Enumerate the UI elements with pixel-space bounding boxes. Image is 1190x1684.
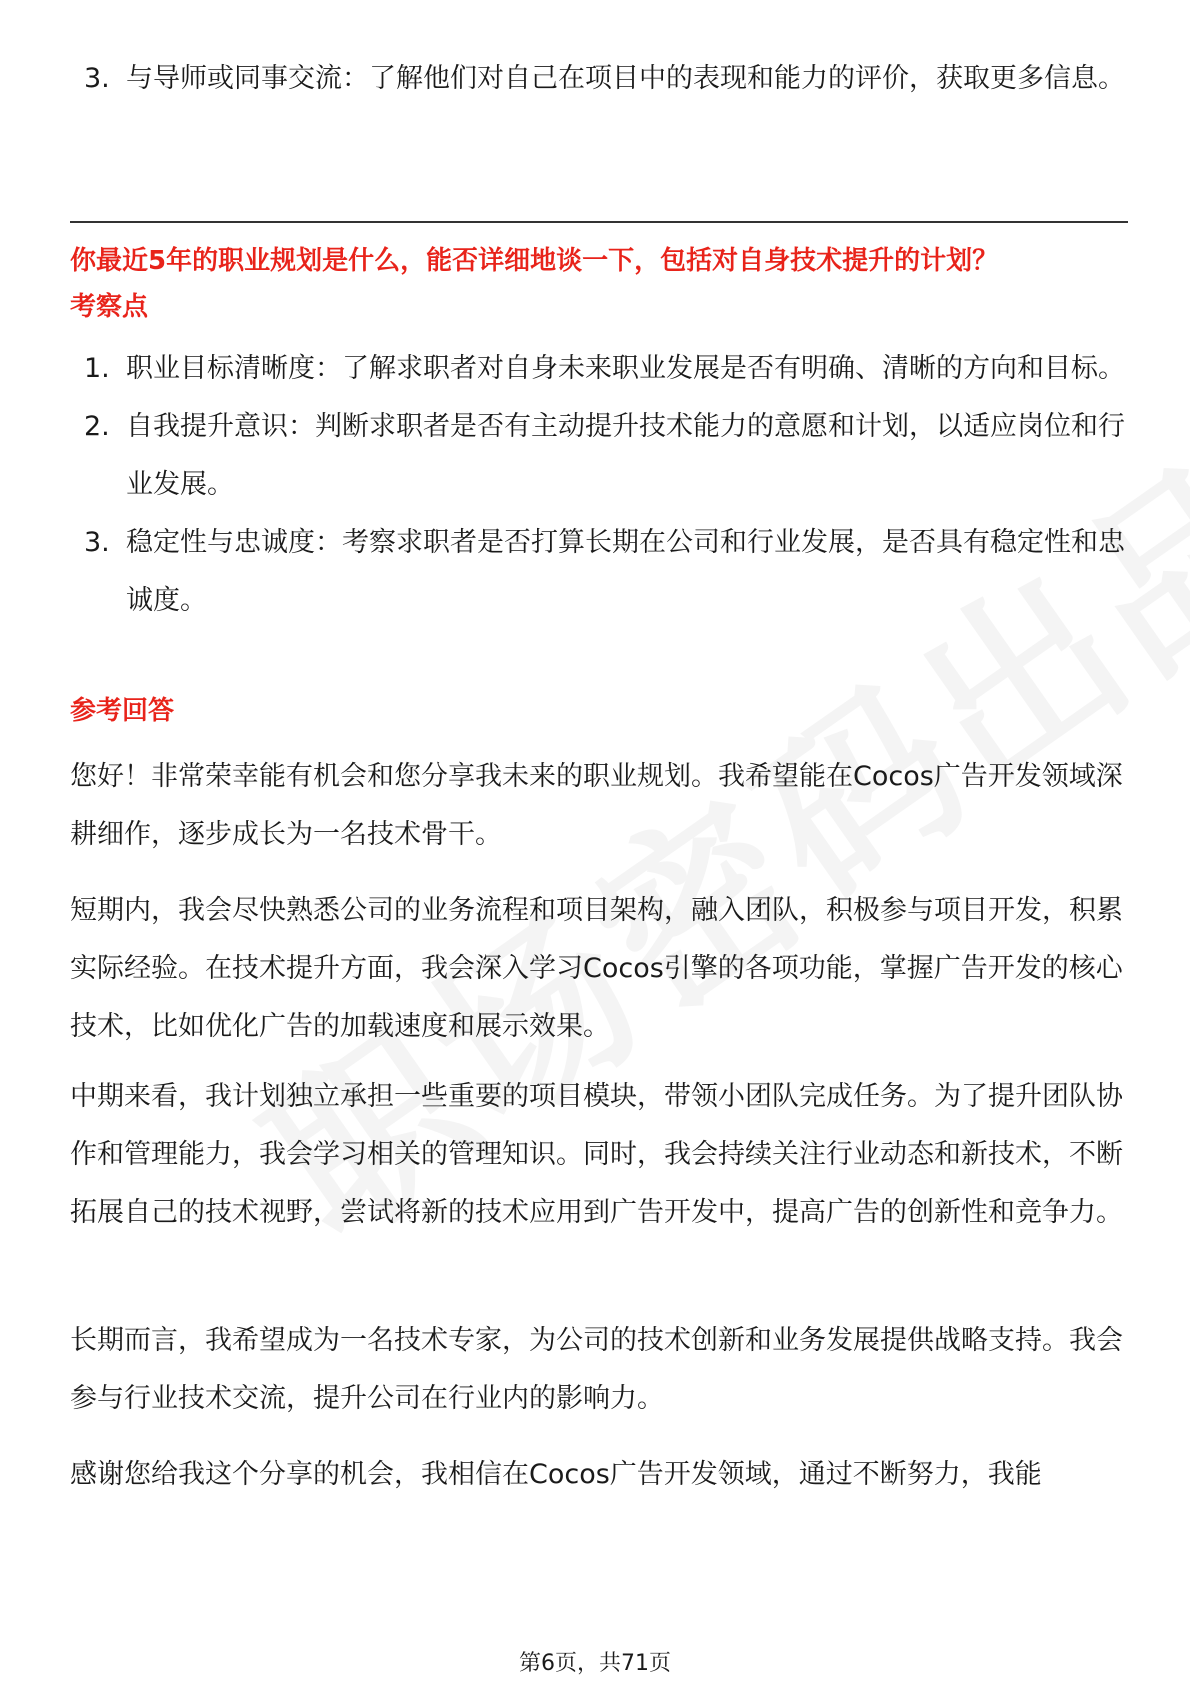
page-footer: 第6页，共71页 <box>519 1651 671 1676</box>
list-number: 1. <box>84 353 110 384</box>
list-text: 与导师或同事交流：了解他们对自己在项目中的表现和能力的评价，获取更多信息。 <box>126 63 1125 94</box>
list-text: 稳定性与忠诚度：考察求职者是否打算长期在公司和行业发展，是否具有稳定性和忠诚度。 <box>126 527 1125 616</box>
answer-paragraph: 短期内，我会尽快熟悉公司的业务流程和项目架构，融入团队，积极参与项目开发，积累实际经验。在技术提升方面，我会深入学习Cocos引擎的各项功能，掌握广告开发的核心技术，比如优化广告的加载速度和展示效果。 <box>70 895 1123 1042</box>
answer-paragraph: 中期来看，我计划独立承担一些重要的项目模块，带领小团队完成任务。为了提升团队协作和管理能力，我会学习相关的管理知识。同时，我会持续关注行业动态和新技术，不断拓展自己的技术视野，尝试将新的技术应用到广告开发中，提高广告的创新性和竞争力。 <box>70 1081 1123 1228</box>
answer-paragraph: 长期而言，我希望成为一名技术专家，为公司的技术创新和业务发展提供战略支持。我会参与行业技术交流，提升公司在行业内的影响力。 <box>70 1325 1123 1414</box>
answer-paragraph: 您好！非常荣幸能有机会和您分享我未来的职业规划。我希望能在Cocos广告开发领域深耕细作，逐步成长为一名技术骨干。 <box>70 761 1123 850</box>
list-item <box>70 340 1130 398</box>
list-item <box>70 514 1130 630</box>
list-number: 3. <box>84 527 110 558</box>
list-item <box>70 398 1130 514</box>
question-heading: 你最近5年的职业规划是什么，能否详细地谈一下，包括对自身技术提升的计划？ <box>70 246 999 276</box>
top-list <box>70 50 1130 108</box>
list-number: 2. <box>84 411 110 442</box>
list-text: 职业目标清晰度：了解求职者对自身未来职业发展是否有明确、清晰的方向和目标。 <box>126 353 1125 384</box>
answer-paragraph: 感谢您给我这个分享的机会，我相信在Cocos广告开发领域，通过不断努力，我能 <box>70 1459 1042 1490</box>
list-number: 3. <box>84 63 110 94</box>
answer-heading: 参考回答 <box>70 696 175 726</box>
list-item <box>70 50 1130 108</box>
exam-points-heading: 考察点 <box>70 292 149 322</box>
section-divider <box>70 221 1128 223</box>
exam-points-list <box>70 340 1130 630</box>
list-text: 自我提升意识：判断求职者是否有主动提升技术能力的意愿和计划，以适应岗位和行业发展。 <box>126 411 1125 500</box>
